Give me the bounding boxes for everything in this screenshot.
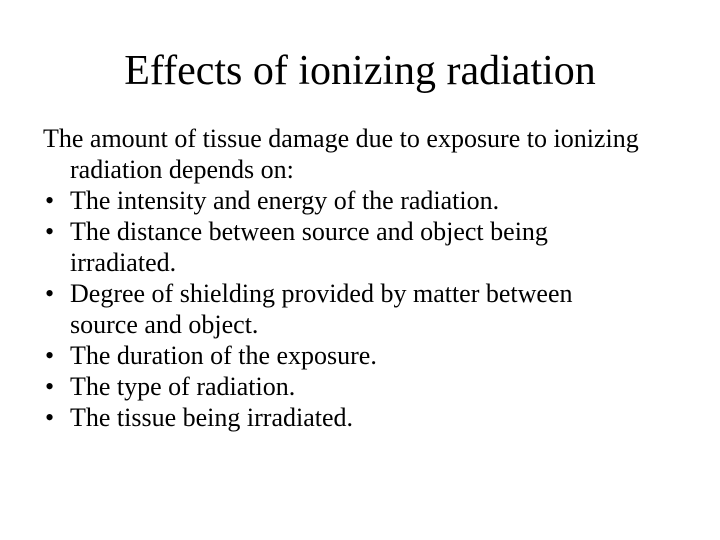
bullet-item bbox=[43, 278, 643, 340]
bullet-text: The type of radiation. bbox=[70, 372, 296, 401]
bullet-icon: • bbox=[45, 279, 55, 308]
bullet-text: The tissue being irradiated. bbox=[70, 403, 354, 432]
bullet-icon: • bbox=[45, 217, 55, 246]
intro-text: The amount of tissue damage due to exposure to ionizing radiation depends on: bbox=[43, 124, 639, 184]
slide-title: Effects of ionizing radiation bbox=[124, 48, 596, 94]
bullet-text: The intensity and energy of the radiation. bbox=[70, 186, 500, 215]
bullet-list bbox=[43, 185, 643, 433]
bullet-icon: • bbox=[45, 341, 55, 370]
bullet-icon: • bbox=[45, 403, 55, 432]
bullet-icon: • bbox=[45, 186, 55, 215]
bullet-icon: • bbox=[45, 372, 55, 401]
bullet-item bbox=[43, 216, 643, 278]
bullet-text: Degree of shielding provided by matter between source and object. bbox=[70, 279, 573, 339]
bullet-item bbox=[43, 185, 643, 216]
bullet-item bbox=[43, 371, 643, 402]
bullet-text: The distance between source and object being irradiated. bbox=[70, 217, 548, 277]
bullet-text: The duration of the exposure. bbox=[70, 341, 377, 370]
bullet-item bbox=[43, 340, 643, 371]
slide-body bbox=[43, 123, 643, 433]
bullet-item bbox=[43, 402, 643, 433]
